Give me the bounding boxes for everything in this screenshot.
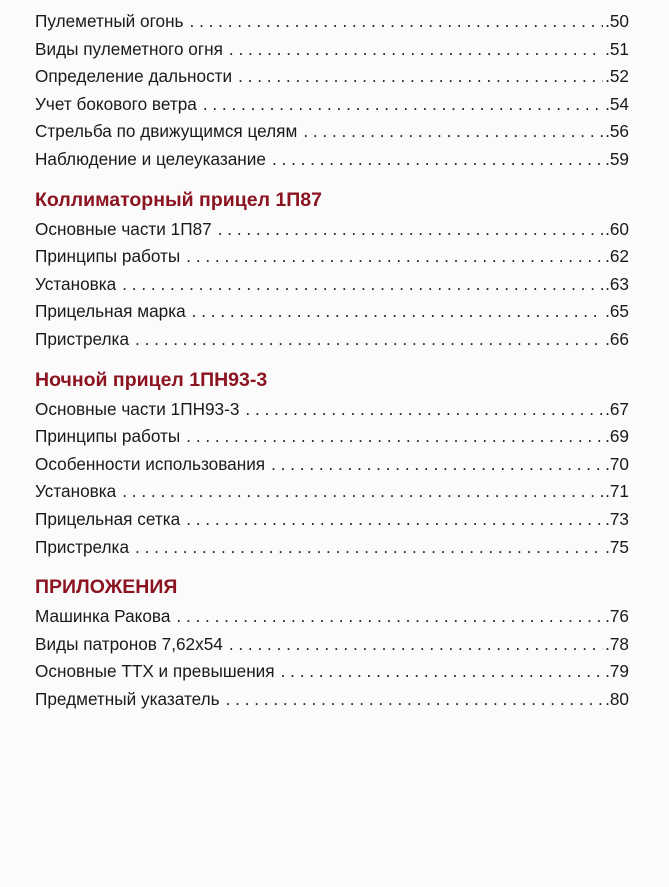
toc-section [35, 573, 629, 713]
toc-entry-title: Виды патронов 7,62х54 [35, 633, 223, 654]
toc-entry[interactable] [35, 118, 629, 146]
leader-dots [303, 118, 603, 146]
toc-entry[interactable] [35, 658, 629, 686]
toc-entry[interactable] [35, 686, 629, 714]
toc-entry-title: Пристрелка [35, 328, 130, 349]
toc-entry[interactable] [35, 396, 629, 424]
toc-entry-title: Стрельба по движущимся целям [35, 121, 298, 142]
toc-entry-page: .75 [605, 536, 629, 557]
leader-dots [186, 243, 603, 271]
toc-entry-page: .78 [605, 633, 629, 654]
toc-entry-title: Основные части 1П87 [35, 218, 212, 239]
toc-entry-title: Машинка Ракова [35, 606, 171, 627]
toc-entry-title: Установка [35, 481, 117, 502]
leader-dots [229, 36, 603, 64]
toc-entry[interactable] [35, 63, 629, 91]
leader-dots [186, 423, 603, 451]
toc-section [35, 8, 629, 174]
toc-entry-title: Наблюдение и целеуказание [35, 148, 266, 169]
leader-dots [281, 658, 604, 686]
toc-entry[interactable] [35, 534, 629, 562]
toc-entry[interactable] [35, 243, 629, 271]
leader-dots [203, 91, 603, 119]
toc-entry[interactable] [35, 451, 629, 479]
toc-entry-title: Прицельная марка [35, 301, 186, 322]
toc-entry-title: Прицельная сетка [35, 508, 181, 529]
leader-dots [192, 298, 603, 326]
toc-entry[interactable] [35, 326, 629, 354]
leader-dots [135, 326, 603, 354]
leader-dots [186, 506, 603, 534]
toc-entry[interactable] [35, 478, 629, 506]
toc-entry-title: Определение дальности [35, 66, 233, 87]
toc-entry-title: Основные части 1ПН93-3 [35, 398, 240, 419]
toc-entry-page: .59 [605, 148, 629, 169]
toc-entry-page: .79 [605, 661, 629, 682]
toc-entry[interactable] [35, 216, 629, 244]
toc-entry-page: .54 [605, 93, 629, 114]
toc-entry-title: Пристрелка [35, 536, 130, 557]
toc-entry-page: .69 [605, 426, 629, 447]
toc-entry-title: Установка [35, 273, 117, 294]
toc-entry-page: .73 [605, 508, 629, 529]
leader-dots [272, 146, 603, 174]
toc-entry-title: Принципы работы [35, 246, 181, 267]
toc-entry-page: .56 [605, 121, 629, 142]
leader-dots [229, 631, 603, 659]
toc-entry[interactable] [35, 298, 629, 326]
leader-dots [226, 686, 604, 714]
toc-section [35, 186, 629, 354]
toc-entry[interactable] [35, 631, 629, 659]
toc-entry-page: .80 [605, 688, 629, 709]
toc-entry-page: .52 [605, 66, 629, 87]
toc-entry-page: .66 [605, 328, 629, 349]
leader-dots [176, 603, 603, 631]
toc-section [35, 366, 629, 562]
leader-dots [218, 216, 603, 244]
leader-dots [190, 8, 604, 36]
toc-entry[interactable] [35, 603, 629, 631]
toc-entry-page: .67 [605, 398, 629, 419]
toc-entry-page: .62 [605, 246, 629, 267]
section-heading: ПРИЛОЖЕНИЯ [35, 576, 178, 599]
toc-entry[interactable] [35, 8, 629, 36]
leader-dots [135, 534, 603, 562]
toc-entry[interactable] [35, 423, 629, 451]
section-heading: Ночной прицел 1ПН93-3 [35, 368, 268, 391]
leader-dots [122, 271, 603, 299]
toc-entry-title: Основные ТТХ и превышения [35, 661, 275, 682]
toc-entry-page: .65 [605, 301, 629, 322]
toc-entry-page: .76 [605, 606, 629, 627]
leader-dots [271, 451, 603, 479]
leader-dots [245, 396, 603, 424]
toc-entry-page: .63 [605, 273, 629, 294]
toc-entry[interactable] [35, 271, 629, 299]
toc-entry[interactable] [35, 506, 629, 534]
toc-entry[interactable] [35, 36, 629, 64]
leader-dots [238, 63, 603, 91]
toc-entry-page: .60 [605, 218, 629, 239]
toc-entry-page: .51 [605, 38, 629, 59]
toc-entry-title: Учет бокового ветра [35, 93, 197, 114]
toc-entry-page: .70 [605, 453, 629, 474]
toc-entry-title: Особенности использования [35, 453, 266, 474]
toc-entry-title: Предметный указатель [35, 688, 220, 709]
toc-entry-title: Принципы работы [35, 426, 181, 447]
toc-entry-title: Виды пулеметного огня [35, 38, 223, 59]
toc-entry[interactable] [35, 146, 629, 174]
section-heading: Коллиматорный прицел 1П87 [35, 188, 322, 211]
leader-dots [122, 478, 603, 506]
toc-entry-title: Пулеметный огонь [35, 11, 184, 31]
toc-entry-page: .71 [605, 481, 629, 502]
toc-entry[interactable] [35, 91, 629, 119]
toc-entry-page: .50 [605, 11, 629, 31]
